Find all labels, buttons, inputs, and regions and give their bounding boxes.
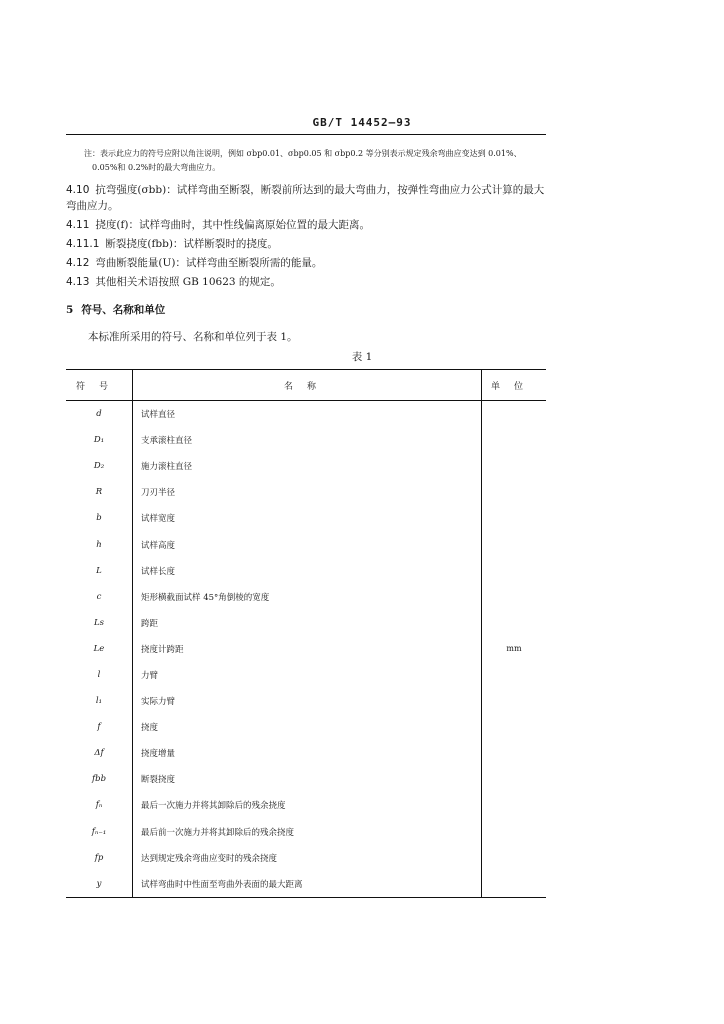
symbol-cell: c [66, 584, 133, 610]
table-row [66, 479, 546, 505]
name-column-header: 名称 [133, 370, 482, 401]
symbol-cell: f [66, 714, 133, 740]
table-row [66, 662, 546, 688]
name-cell: 试样高度 [133, 531, 482, 557]
symbol-cell: l₁ [66, 688, 133, 714]
table-row [66, 584, 546, 610]
symbol-cell: Le [66, 636, 133, 662]
name-cell: 试样直径 [133, 401, 482, 428]
clause-4-12 [66, 255, 546, 271]
table-row [66, 819, 546, 845]
name-cell: 试样弯曲时中性面至弯曲外表面的最大距离 [133, 871, 482, 898]
clause-4-10-continued [66, 198, 546, 214]
name-cell: 挠度计跨距 [133, 636, 482, 662]
table-row [66, 792, 546, 818]
section-title: 符号、名称和单位 [81, 304, 166, 316]
symbol-cell: fₙ₋₁ [66, 819, 133, 845]
symbol-cell: l [66, 662, 133, 688]
table-row [66, 871, 546, 898]
name-cell: 矩形横截面试样 45°角倒棱的宽度 [133, 584, 482, 610]
table-header-row [66, 370, 546, 401]
table-row [66, 531, 546, 557]
name-cell: 最后前一次施力并将其卸除后的残余挠度 [133, 819, 482, 845]
unit-column-header: 单位 [482, 370, 547, 401]
name-cell: 刀刃半径 [133, 479, 482, 505]
name-cell: 达到规定残余弯曲应变时的残余挠度 [133, 845, 482, 871]
clause-number: 4.12 [66, 257, 90, 269]
clause-text: 弯曲断裂能量(U)：试样弯曲至断裂所需的能量。 [95, 257, 323, 269]
clause-text: 挠度(f)：试样弯曲时，其中性线偏离原始位置的最大距离。 [95, 219, 370, 231]
standard-number-header: GB/T 14452—93 [312, 116, 412, 129]
name-cell: 最后一次施力并将其卸除后的残余挠度 [133, 792, 482, 818]
clause-number: 4.11.1 [66, 238, 100, 250]
table-row [66, 688, 546, 714]
clause-4-11 [66, 217, 546, 233]
name-cell: 试样长度 [133, 558, 482, 584]
section-number: 5 [66, 304, 74, 316]
table-row [66, 453, 546, 479]
unit-cell: mm [506, 644, 522, 654]
name-cell: 挠度 [133, 714, 482, 740]
table-row [66, 401, 546, 428]
clause-4-11-1 [66, 236, 546, 252]
clause-number: 4.10 [66, 184, 90, 196]
clause-4-13 [66, 274, 546, 290]
symbol-cell: R [66, 479, 133, 505]
symbol-cell: L [66, 558, 133, 584]
symbol-column-header: 符号 [66, 370, 133, 401]
clause-4-10 [66, 182, 546, 198]
table-caption: 表 1 [351, 351, 373, 363]
name-cell: 施力滚柱直径 [133, 453, 482, 479]
intro-paragraph: 本标准所采用的符号、名称和单位列于表 1。 [88, 331, 298, 343]
table-row [66, 558, 546, 584]
table-row [66, 845, 546, 871]
clause-text: 其他相关术语按照 GB 10623 的规定。 [95, 276, 281, 288]
name-cell: 支承滚柱直径 [133, 427, 482, 453]
table-row [66, 740, 546, 766]
clause-text: 弯曲应力。 [66, 200, 119, 212]
table-row [66, 505, 546, 531]
clause-text: 抗弯强度(σbb)：试样弯曲至断裂，断裂前所达到的最大弯曲力，按弹性弯曲应力公式计算的最大 [95, 184, 545, 196]
name-cell: 断裂挠度 [133, 766, 482, 792]
symbol-cell: b [66, 505, 133, 531]
header-rule [66, 134, 546, 135]
name-cell: 跨距 [133, 610, 482, 636]
symbol-cell: D₂ [66, 453, 133, 479]
note-line-1: 注：表示此应力的符号应附以角注说明，例如 σbp0.01、σbp0.05 和 σbp0.2 等分别表示规定残余弯曲应变达到 0.01%、 [84, 149, 522, 158]
table-row [66, 714, 546, 740]
symbol-cell: fp [66, 845, 133, 871]
section-heading [66, 302, 165, 317]
symbol-cell: Ls [66, 610, 133, 636]
table-row [66, 427, 546, 453]
symbol-cell: Δf [66, 740, 133, 766]
name-cell: 实际力臂 [133, 688, 482, 714]
table-row [66, 636, 546, 662]
note-line-2: 0.05%和 0.2%时的最大弯曲应力。 [92, 163, 221, 172]
clause-number: 4.11 [66, 219, 90, 231]
symbol-cell: fbb [66, 766, 133, 792]
table-row [66, 610, 546, 636]
name-cell: 挠度增量 [133, 740, 482, 766]
name-cell: 试样宽度 [133, 505, 482, 531]
symbol-cell: fₙ [66, 792, 133, 818]
symbol-cell: D₁ [66, 427, 133, 453]
symbol-cell: d [66, 401, 133, 428]
clause-number: 4.13 [66, 276, 90, 288]
name-cell: 力臂 [133, 662, 482, 688]
table-row [66, 766, 546, 792]
symbol-cell: h [66, 531, 133, 557]
symbols-table [66, 369, 546, 898]
symbol-cell: y [66, 871, 133, 898]
clause-text: 断裂挠度(fbb)：试样断裂时的挠度。 [105, 238, 278, 250]
